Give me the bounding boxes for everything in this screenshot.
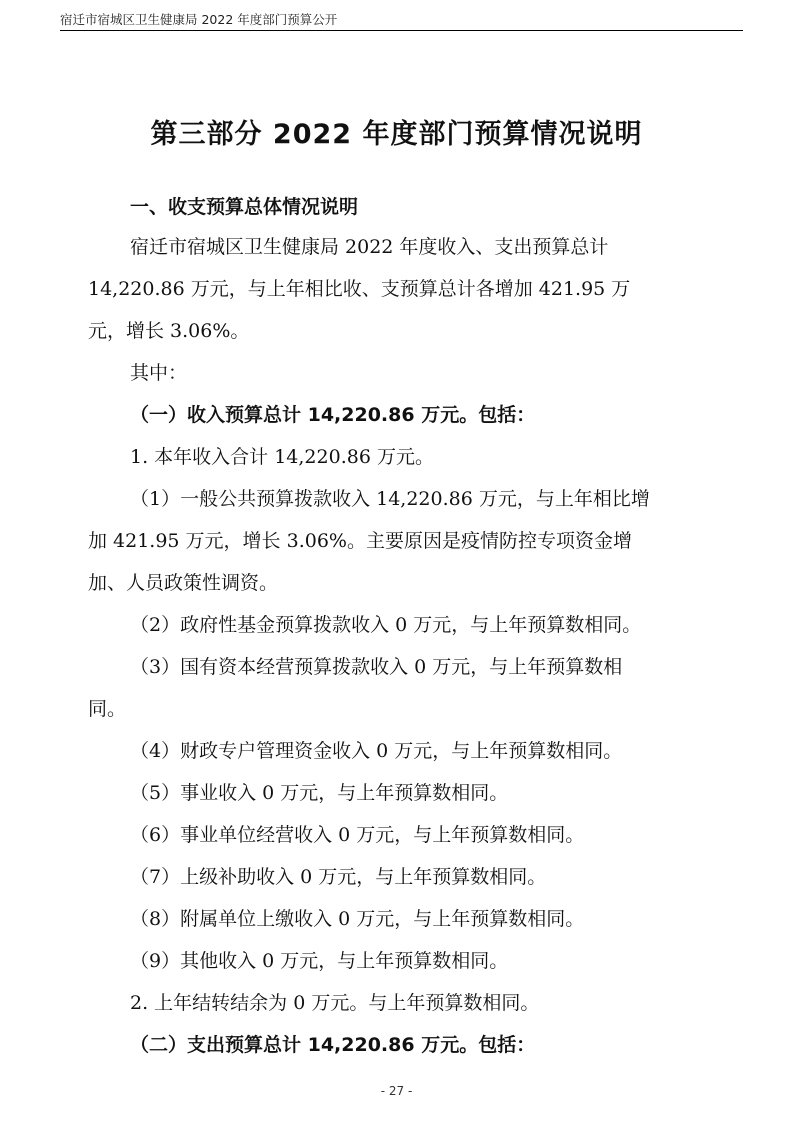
income-sub4: （4）财政专户管理资金收入 0 万元，与上年预算数相同。 xyxy=(130,740,623,762)
page-title: 第三部分 2022 年度部门预算情况说明 xyxy=(150,119,643,150)
income-sub1-line-2: 加 421.95 万元，增长 3.06%。主要原因是疫情防控专项资金增 xyxy=(88,530,632,552)
qizhong-label: 其中： xyxy=(130,362,188,384)
summary-line-2: 14,220.86 万元，与上年相比收、支预算总计各增加 421.95 万 xyxy=(88,278,631,300)
document-header: 宿迁市宿城区卫生健康局 2022 年度部门预算公开 xyxy=(60,12,338,27)
income-heading: （一）收入预算总计 14,220.86 万元。包括： xyxy=(130,404,536,426)
income-sub5: （5）事业收入 0 万元，与上年预算数相同。 xyxy=(130,782,509,804)
income-sub3-line-1: （3）国有资本经营预算拨款收入 0 万元，与上年预算数相 xyxy=(130,656,623,678)
income-sub3-line-2: 同。 xyxy=(88,698,127,720)
income-sub9: （9）其他收入 0 万元，与上年预算数相同。 xyxy=(130,950,509,972)
summary-line-1: 宿迁市宿城区卫生健康局 2022 年度收入、支出预算总计 xyxy=(130,236,609,258)
expense-heading: （二）支出预算总计 14,220.86 万元。包括： xyxy=(130,1034,536,1056)
income-sub1-line-3: 加、人员政策性调资。 xyxy=(88,572,279,594)
summary-line-3: 元，增长 3.06%。 xyxy=(88,320,250,342)
income-sub7: （7）上级补助收入 0 万元，与上年预算数相同。 xyxy=(130,866,547,888)
header-divider xyxy=(60,30,743,31)
income-item-2: 2. 上年结转结余为 0 万元。与上年预算数相同。 xyxy=(130,992,540,1014)
income-sub6: （6）事业单位经营收入 0 万元，与上年预算数相同。 xyxy=(130,824,585,846)
page-number: - 27 - xyxy=(380,1084,413,1098)
income-sub2: （2）政府性基金预算拨款收入 0 万元，与上年预算数相同。 xyxy=(130,614,642,636)
income-sub8: （8）附属单位上缴收入 0 万元，与上年预算数相同。 xyxy=(130,908,585,930)
section-heading: 一、收支预算总体情况说明 xyxy=(130,196,359,218)
income-sub1-line-1: （1）一般公共预算拨款收入 14,220.86 万元，与上年相比增 xyxy=(130,488,650,510)
income-item-1: 1. 本年收入合计 14,220.86 万元。 xyxy=(130,446,434,468)
